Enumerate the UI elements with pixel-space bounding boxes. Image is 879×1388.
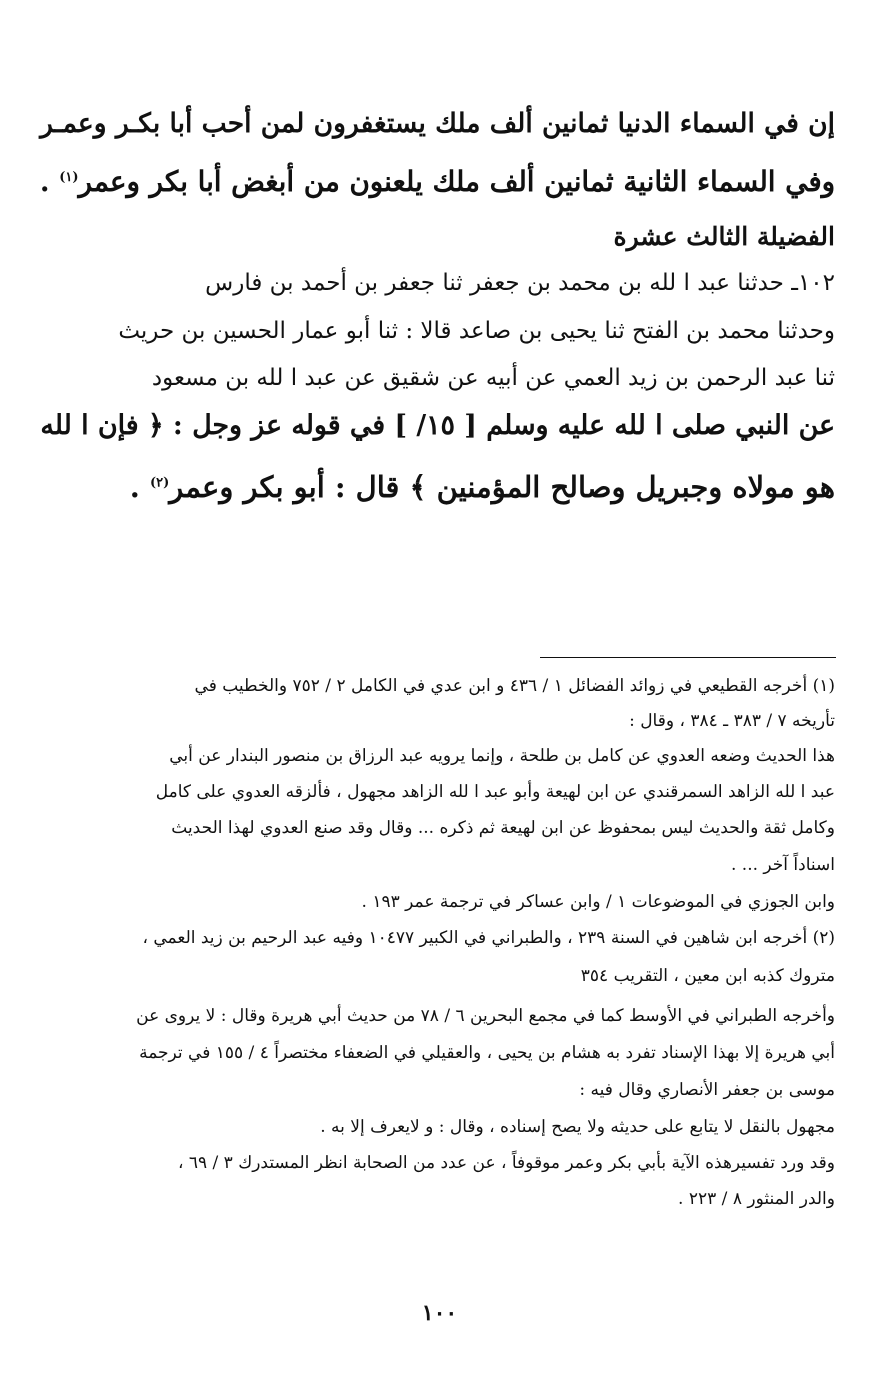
main-text-line-2 — [40, 165, 835, 198]
footnote-line-14: وقد ورد تفسيرهذه الآية بأبي بكر وعمر موقوفاً ، عن عدد من الصحابة انظر المستدرك ٣ / ٦٩ ، — [177, 1153, 835, 1173]
footnote-line-13: مجهول بالنقل لا يتابع على حديثه ولا يصح إسناده ، وقال : و لايعرف إلا به . — [320, 1117, 835, 1137]
footnote-line-9: متروك كذبه ابن معين ، التقريب ٣٥٤ — [580, 966, 835, 986]
footnote-line-5: وكامل ثقة والحديث ليس بمحفوظ عن ابن لهيعة ثم ذكره ... وقال وقد صنع العدوي لهذا الحديث — [171, 818, 835, 838]
footnote-line-2: تأريخه ٧ / ٣٨٣ ـ ٣٨٤ ، وقال : — [629, 711, 835, 731]
main-text-line-1: إن في السماء الدنيا ثمانين ألف ملك يستغفرون لمن أحب أبا بكـر وعمـر — [40, 108, 835, 139]
main-text-line-2-body: وفي السماء الثانية ثمانين ألف ملك يلعنون من أبغض أبا بكر وعمر — [78, 165, 835, 198]
hadith-line-2: وحدثنا محمد بن الفتح ثنا يحيى بن صاعد قالا : ثنا أبو عمار الحسين بن حريث — [118, 318, 835, 344]
footnote-marker-2: (٢) — [149, 475, 170, 491]
hadith-line-5-body: هو مولاه وجبريل وصالح المؤمنين ﴾ قال : أبو بكر وعمر — [169, 470, 835, 504]
main-text-line-2-end: . — [39, 165, 60, 198]
footnote-line-6: اسناداً آخر ... . — [730, 855, 835, 875]
footnote-line-8: (٢) أخرجه ابن شاهين في السنة ٢٣٩ ، والطبراني في الكبير ١٠٤٧٧ وفيه عبد الرحيم بن زيد العمي ، — [142, 928, 835, 948]
footnote-line-12: موسى بن جعفر الأنصاري وقال فيه : — [579, 1080, 835, 1100]
section-heading: الفضيلة الثالث عشرة — [613, 222, 835, 251]
footnote-line-3: هذا الحديث وضعه العدوي عن كامل بن طلحة ، وإنما يرويه عبد الرزاق بن منصور البندار عن أبي — [169, 746, 835, 766]
hadith-line-5-end: . — [129, 470, 150, 504]
hadith-line-5 — [130, 470, 835, 504]
footnote-line-7: وابن الجوزي في الموضوعات ١ / وابن عساكر في ترجمة عمر ١٩٣ . — [361, 892, 835, 912]
footnote-line-11: أبي هريرة إلا بهذا الإسناد تفرد به هشام بن يحيى ، والعقيلي في الضعفاء مختصراً ٤ / ١٥٥ في ترجمة — [139, 1043, 835, 1063]
footnote-marker-1: (١) — [59, 169, 79, 185]
footnote-line-10: وأخرجه الطبراني في الأوسط كما في مجمع البحرين ٦ / ٧٨ من حديث أبي هريرة وقال : لا يروى عن — [136, 1006, 835, 1026]
hadith-line-3: ثنا عبد الرحمن بن زيد العمي عن أبيه عن شقيق عن عبد ا لله بن مسعود — [151, 365, 835, 391]
footnote-separator — [540, 657, 836, 658]
footnote-line-1: (١) أخرجه القطيعي في زوائد الفضائل ١ / ٤٣٦ و ابن عدي في الكامل ٢ / ٧٥٢ والخطيب في — [194, 676, 835, 696]
hadith-line-4: عن النبي صلى ا لله عليه وسلم [ ١٥/ ] في قوله عز وجل : ﴿ فإن ا لله — [40, 410, 835, 441]
footnote-line-4: عبد ا لله الزاهد السمرقندي عن ابن لهيعة وأبو عبد ا لله الزاهد مجهول ، فألزقه العدوي على كامل — [155, 782, 835, 802]
footnote-line-15: والدر المنثور ٨ / ٢٢٣ . — [678, 1189, 835, 1209]
page-number: ١٠٠ — [421, 1300, 458, 1326]
hadith-line-1: ١٠٢ـ حدثنا عبد ا لله بن محمد بن جعفر ثنا جعفر بن أحمد بن فارس — [205, 270, 835, 296]
